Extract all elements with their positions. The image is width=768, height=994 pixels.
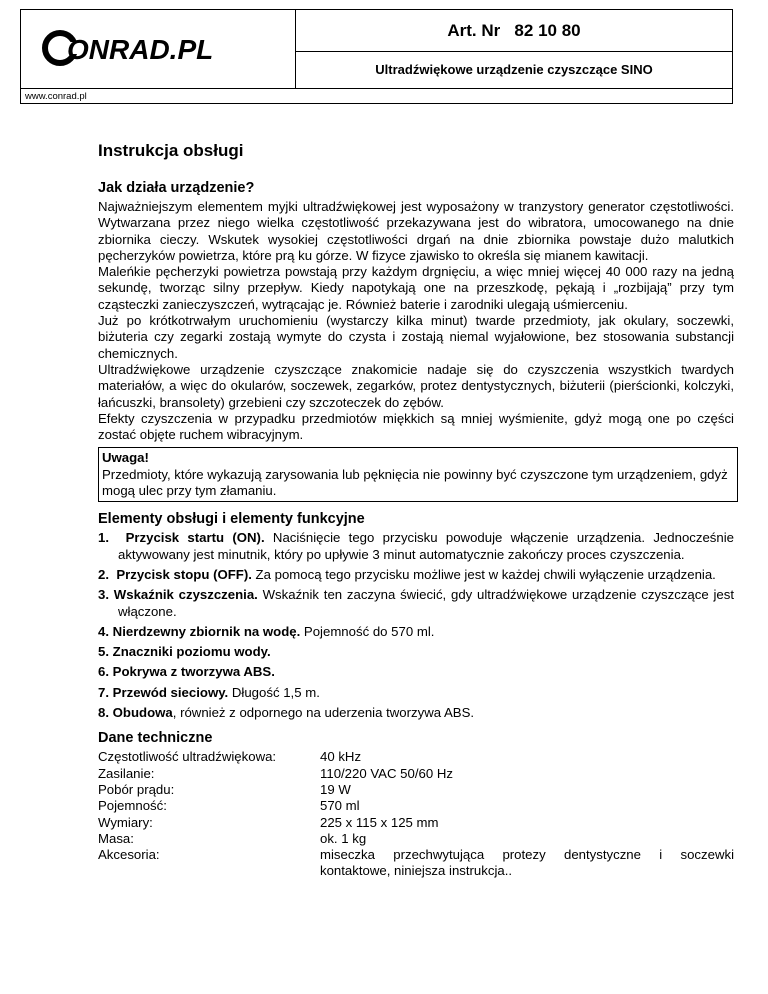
specs-table xyxy=(98,749,734,879)
list-item: 3. Wskaźnik czyszczenia. Wskaźnik ten zaczyna świecić, gdy ultradźwiękowe urządzenie czyszczące jest włączone. xyxy=(98,587,734,619)
spec-row: Zasilanie: 110/220 VAC 50/60 Hz xyxy=(98,765,453,781)
list-item: 5. Znaczniki poziomu wody. xyxy=(98,644,271,660)
list-item: 2. Przycisk stopu (OFF). Za pomocą tego przycisku możliwe jest w każdej chwili wyłączenie urządzenia. xyxy=(98,566,716,582)
logo-cell xyxy=(21,10,296,88)
how-paragraph-1: Najważniejszym elementem myjki ultradźwiękowej jest wyposażony w tranzystory generator częstotliwości. Wytwarzana przez niego wielka częstotliwość przekazywana jest do wibratora, umocowanego na dnie zbiornika cieczy. Wskutek wysokiej częstotliwości drgań na dnie zbiornika powstaje dużo malutkich pęcherzyków powietrza, które prą ku górze. W fizyce zjawisko to określa się mianem kawitacji. xyxy=(98,199,734,263)
main-content xyxy=(98,140,734,880)
elements-heading: Elementy obsługi i elementy funkcyjne xyxy=(98,511,365,528)
warning-box xyxy=(98,447,738,502)
spec-row: Pojemność: 570 ml xyxy=(98,798,360,814)
article-number: Art. Nr 82 10 80 xyxy=(296,10,732,52)
spec-row: Częstotliwość ultradźwiękowa: 40 kHz xyxy=(98,749,362,765)
specs-heading: Dane techniczne xyxy=(98,730,213,747)
warning-title: Uwaga! xyxy=(102,450,149,466)
warning-text: Przedmioty, które wykazują zarysowania lub pęknięcia nie powinny być czyszczone tym urządzeniem, gdyż mogą ulec przy tym złamaniu. xyxy=(102,466,728,499)
logo-text: ONRAD.PL xyxy=(67,34,214,65)
list-item: 6. Pokrywa z tworzywa ABS. xyxy=(98,664,275,680)
how-paragraph-3: Już po krótkotrwałym uruchomieniu (wystarczy kilka minut) twarde przedmioty, jak okulary, soczewki, biżuteria czy zegarki zostają wymyte do czysta i zostają niemal wyjałowione, bez stosowania substancji chemicznych. xyxy=(98,313,734,361)
spec-row: Akcesoria: miseczka przechwytująca protezy dentystyczne i soczewki kontaktowe, niniejsza instrukcja.. xyxy=(98,847,734,879)
how-paragraph-4: Ultradźwiękowe urządzenie czyszczące znakomicie nadaje się do czyszczenia wszystkich twardych materiałów, a więc do okularów, soczewek, zegarków, protez dentystycznych, biżuterii (pierścionki, kolczyki, łańcuszki, bransolety) grzebieni czy szczoteczek do zębów. xyxy=(98,361,734,410)
document-header xyxy=(20,9,733,104)
spec-row: Masa: ok. 1 kg xyxy=(98,830,367,846)
list-item: 7. Przewód sieciowy. Długość 1,5 m. xyxy=(98,684,320,700)
list-item: 1. Przycisk startu (ON). Naciśnięcie tego przycisku powoduje włączenie urządzenia. Jednocześnie aktywowany jest minutnik, który po upływie 3 minut automatycznie zakończy proces czyszczenia. xyxy=(98,530,734,562)
how-paragraph-2: Maleńkie pęcherzyki powietrza powstają przy każdym drgnięciu, a więc mniej więcej 40 000 razy na jedną sekundę, tworząc silny przepływ. Kiedy napotykają one na przeszkodę, pękają i „rozbijają” przy tym cząsteczki zanieczyszczeń, wytrącając je. Również baterie i zarodniki ulegają uśmierceniu. xyxy=(98,264,734,312)
website-url: www.conrad.pl xyxy=(21,88,732,104)
page-title: Instrukcja obsługi xyxy=(98,141,244,160)
conrad-logo xyxy=(41,30,246,66)
product-name: Ultradźwiękowe urządzenie czyszczące SINO xyxy=(375,62,653,77)
how-paragraph-5: Efekty czyszczenia w przypadku przedmiotów miękkich są mniej wyśmienite, gdyż mogą one po części zostać objęte ruchem wibracyjnym. xyxy=(98,410,734,443)
elements-list xyxy=(98,530,734,721)
spec-row: Pobór prądu: 19 W xyxy=(98,781,351,797)
spec-row: Wymiary: 225 x 115 x 125 mm xyxy=(98,814,439,830)
how-heading: Jak działa urządzenie? xyxy=(98,180,255,196)
list-item: 4. Nierdzewny zbiornik na wodę. Pojemność do 570 ml. xyxy=(98,623,435,639)
list-item: 8. Obudowa, również z odpornego na uderzenia tworzywa ABS. xyxy=(98,705,475,721)
